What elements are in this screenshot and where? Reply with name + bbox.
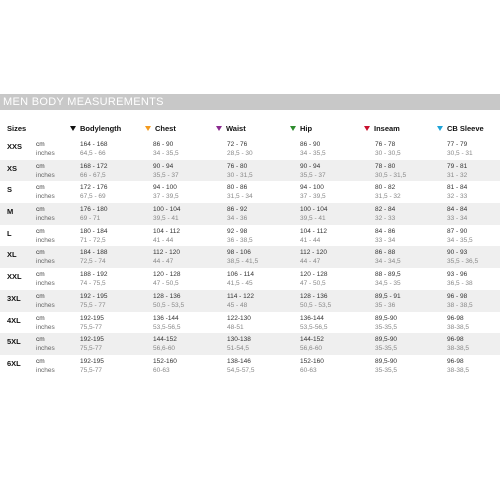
table-row xyxy=(0,333,500,355)
value-cm: 84 - 86 xyxy=(375,227,396,235)
value-cm: 76 - 80 xyxy=(227,162,248,170)
value-inches: 28,5 - 30 xyxy=(227,150,253,157)
value-inches: 45 - 48 xyxy=(227,301,248,309)
triangle-marker-icon xyxy=(290,126,296,131)
value-inches: 60-63 xyxy=(300,366,317,374)
value-inches: 36 - 38,5 xyxy=(227,236,253,244)
value-cm: 89,5-90 xyxy=(375,357,398,365)
value-cm: 93 - 96 xyxy=(447,271,468,279)
value-cm: 168 - 172 xyxy=(80,162,108,170)
value-inches: 34 - 36 xyxy=(227,215,248,223)
value-inches: 39,5 - 41 xyxy=(300,215,326,223)
value-cm: 172 - 176 xyxy=(80,184,108,192)
size-label: L xyxy=(7,228,12,238)
value-inches: 51-54,5 xyxy=(227,345,250,353)
value-inches: 34,5 - 35 xyxy=(375,280,401,288)
value-inches: 30 - 30,5 xyxy=(375,150,401,157)
value-inches: 71 - 72,5 xyxy=(80,236,106,244)
unit-inches-label: inches xyxy=(36,171,55,179)
value-cm: 86 - 90 xyxy=(153,141,174,148)
value-inches: 47 - 50,5 xyxy=(300,280,326,288)
triangle-marker-icon xyxy=(145,126,151,131)
value-cm: 82 - 84 xyxy=(375,206,396,214)
value-cm: 112 - 120 xyxy=(153,249,180,257)
value-cm: 120 - 128 xyxy=(153,271,181,279)
size-label: XL xyxy=(7,250,17,260)
value-inches: 66 - 67,5 xyxy=(80,171,106,179)
value-inches: 31 - 32 xyxy=(447,171,468,179)
value-inches: 53,5-56,5 xyxy=(300,323,328,331)
value-inches: 32 - 33 xyxy=(375,215,396,223)
value-inches: 35,5 - 37 xyxy=(153,171,179,179)
value-inches: 56,6-60 xyxy=(153,345,176,353)
unit-cm-label: cm xyxy=(36,141,45,148)
value-cm: 112 - 120 xyxy=(300,249,327,257)
value-cm: 94 - 100 xyxy=(153,184,177,192)
size-label: M xyxy=(7,207,14,217)
value-cm: 81 - 84 xyxy=(447,184,468,192)
value-cm: 76 - 78 xyxy=(375,141,396,148)
triangle-marker-icon xyxy=(364,126,370,131)
table-row xyxy=(0,181,500,203)
value-cm: 152-160 xyxy=(300,357,324,365)
value-inches: 56,6-60 xyxy=(300,345,323,353)
unit-cm-label: cm xyxy=(36,292,45,300)
value-cm: 89,5 - 91 xyxy=(375,292,401,300)
size-label: 6XL xyxy=(7,358,21,368)
header-sizes: Sizes xyxy=(7,124,27,133)
value-cm: 152-160 xyxy=(153,357,177,365)
value-cm: 100 - 104 xyxy=(153,206,181,214)
value-cm: 80 - 82 xyxy=(375,184,396,192)
table-row xyxy=(0,312,500,334)
value-inches: 37 - 39,5 xyxy=(300,193,326,201)
value-cm: 122-130 xyxy=(227,314,251,322)
value-inches: 54,5-57,5 xyxy=(227,366,255,374)
value-cm: 84 - 84 xyxy=(447,206,468,214)
value-cm: 96-98 xyxy=(447,336,464,344)
value-inches: 41 - 44 xyxy=(153,236,174,244)
value-inches: 35-35,5 xyxy=(375,366,398,374)
unit-cm-label: cm xyxy=(36,206,45,214)
value-inches: 34 - 35,5 xyxy=(447,236,473,244)
header-inseam: Inseam xyxy=(364,124,400,133)
value-cm: 176 - 180 xyxy=(80,206,108,214)
size-label: 5XL xyxy=(7,337,21,347)
value-inches: 30,5 - 31 xyxy=(447,150,473,157)
value-inches: 31,5 - 34 xyxy=(227,193,253,201)
value-cm: 136 -144 xyxy=(153,314,179,322)
value-cm: 89,5-90 xyxy=(375,314,398,322)
value-inches: 41 - 44 xyxy=(300,236,321,244)
value-inches: 50,5 - 53,5 xyxy=(153,301,185,309)
value-cm: 128 - 136 xyxy=(153,292,181,300)
unit-inches-label: inches xyxy=(36,236,55,244)
table-row xyxy=(0,225,500,247)
value-cm: 192-195 xyxy=(80,357,104,365)
value-inches: 75,5 - 77 xyxy=(80,301,106,309)
value-inches: 38 - 38,5 xyxy=(447,301,473,309)
value-cm: 86 - 92 xyxy=(227,206,248,214)
value-cm: 136-144 xyxy=(300,314,324,322)
unit-cm-label: cm xyxy=(36,162,45,170)
value-cm: 72 - 76 xyxy=(227,141,248,148)
value-inches: 34 - 35,5 xyxy=(300,150,326,157)
value-cm: 88 - 89,5 xyxy=(375,271,401,279)
value-cm: 87 - 90 xyxy=(447,227,468,235)
unit-cm-label: cm xyxy=(36,357,45,365)
value-cm: 90 - 94 xyxy=(153,162,174,170)
value-cm: 180 - 184 xyxy=(80,227,108,235)
value-inches: 35 - 36 xyxy=(375,301,396,309)
table-row xyxy=(0,268,500,290)
value-cm: 90 - 94 xyxy=(300,162,321,170)
header-row xyxy=(0,120,500,138)
value-cm: 120 - 128 xyxy=(300,271,328,279)
value-cm: 144-152 xyxy=(300,336,324,344)
value-cm: 106 - 114 xyxy=(227,271,254,279)
value-cm: 100 - 104 xyxy=(300,206,328,214)
value-cm: 98 - 106 xyxy=(227,249,251,257)
size-label: XXS xyxy=(7,142,23,151)
value-cm: 130-138 xyxy=(227,336,251,344)
unit-cm-label: cm xyxy=(36,271,45,279)
value-inches: 38-38,5 xyxy=(447,345,470,353)
value-cm: 192 - 195 xyxy=(80,292,108,300)
value-inches: 69 - 71 xyxy=(80,215,101,223)
header-hip: Hip xyxy=(290,124,312,133)
value-cm: 86 - 90 xyxy=(300,141,321,148)
value-inches: 34 - 35,5 xyxy=(153,150,179,157)
value-cm: 92 - 98 xyxy=(227,227,248,235)
value-inches: 33 - 34 xyxy=(375,236,396,244)
value-inches: 50,5 - 53,5 xyxy=(300,301,332,309)
value-inches: 41,5 - 45 xyxy=(227,280,253,288)
value-inches: 47 - 50,5 xyxy=(153,280,179,288)
table-row xyxy=(0,203,500,225)
table-row xyxy=(0,290,500,312)
value-cm: 89,5-90 xyxy=(375,336,398,344)
unit-inches-label: inches xyxy=(36,280,55,288)
unit-cm-label: cm xyxy=(36,184,45,192)
value-inches: 38-38,5 xyxy=(447,323,470,331)
header-chest: Chest xyxy=(145,124,176,133)
value-cm: 86 - 88 xyxy=(375,249,396,257)
value-inches: 48-51 xyxy=(227,323,244,331)
value-inches: 35-35,5 xyxy=(375,323,398,331)
value-cm: 104 - 112 xyxy=(300,227,327,235)
value-cm: 104 - 112 xyxy=(153,227,180,235)
size-label: 3XL xyxy=(7,293,21,303)
table-row xyxy=(0,160,500,182)
value-cm: 192-195 xyxy=(80,314,104,322)
value-inches: 39,5 - 41 xyxy=(153,215,179,223)
size-label: S xyxy=(7,185,13,195)
value-inches: 36,5 - 38 xyxy=(447,280,473,288)
value-inches: 35,5 - 37 xyxy=(300,171,326,179)
value-cm: 188 - 192 xyxy=(80,271,108,279)
header-cb-sleeve: CB Sleeve xyxy=(437,124,484,133)
value-inches: 75,5-77 xyxy=(80,345,103,353)
size-label: 4XL xyxy=(7,315,21,325)
value-inches: 32 - 33 xyxy=(447,193,468,201)
header-waist: Waist xyxy=(216,124,246,133)
value-inches: 34 - 34,5 xyxy=(375,258,401,266)
value-inches: 75,5-77 xyxy=(80,366,103,374)
table-row xyxy=(0,138,500,160)
value-inches: 37 - 39,5 xyxy=(153,193,179,201)
unit-cm-label: cm xyxy=(36,336,45,344)
value-cm: 114 - 122 xyxy=(227,292,254,300)
size-label: XS xyxy=(7,163,18,173)
value-cm: 96-98 xyxy=(447,314,464,322)
measurement-table xyxy=(0,138,500,377)
triangle-marker-icon xyxy=(216,126,222,131)
value-cm: 96-98 xyxy=(447,357,464,365)
triangle-marker-icon xyxy=(437,126,443,131)
value-inches: 44 - 47 xyxy=(153,258,174,266)
unit-inches-label: inches xyxy=(36,150,55,157)
value-inches: 60-63 xyxy=(153,366,170,374)
value-inches: 31,5 - 32 xyxy=(375,193,401,201)
value-cm: 90 - 93 xyxy=(447,249,468,257)
value-cm: 96 - 98 xyxy=(447,292,468,300)
value-cm: 94 - 100 xyxy=(300,184,324,192)
value-inches: 38,5 - 41,5 xyxy=(227,258,259,266)
value-cm: 144-152 xyxy=(153,336,177,344)
value-inches: 75,5-77 xyxy=(80,323,103,331)
table-row xyxy=(0,355,500,377)
unit-inches-label: inches xyxy=(36,323,55,331)
unit-inches-label: inches xyxy=(36,215,55,223)
unit-cm-label: cm xyxy=(36,314,45,322)
unit-inches-label: inches xyxy=(36,258,55,266)
value-inches: 33 - 34 xyxy=(447,215,468,223)
value-inches: 67,5 - 69 xyxy=(80,193,106,201)
value-inches: 72,5 - 74 xyxy=(80,258,106,266)
chart-title: MEN BODY MEASUREMENTS xyxy=(0,94,500,110)
value-cm: 138-146 xyxy=(227,357,251,365)
value-cm: 164 - 168 xyxy=(80,141,108,148)
value-inches: 53,5-56,5 xyxy=(153,323,181,331)
value-inches: 64,5 - 66 xyxy=(80,150,106,157)
unit-cm-label: cm xyxy=(36,227,45,235)
value-inches: 30 - 31,5 xyxy=(227,171,253,179)
size-label: XXL xyxy=(7,272,22,282)
table-row xyxy=(0,246,500,268)
value-inches: 38-38,5 xyxy=(447,366,470,374)
value-cm: 128 - 136 xyxy=(300,292,328,300)
unit-inches-label: inches xyxy=(36,366,55,374)
value-inches: 74 - 75,5 xyxy=(80,280,106,288)
unit-inches-label: inches xyxy=(36,345,55,353)
value-inches: 30,5 - 31,5 xyxy=(375,171,407,179)
value-cm: 192-195 xyxy=(80,336,104,344)
unit-cm-label: cm xyxy=(36,249,45,257)
header-bodylength: Bodylength xyxy=(70,124,121,133)
value-inches: 44 - 47 xyxy=(300,258,321,266)
value-cm: 79 - 81 xyxy=(447,162,468,170)
value-cm: 184 - 188 xyxy=(80,249,108,257)
triangle-marker-icon xyxy=(70,126,76,131)
unit-inches-label: inches xyxy=(36,193,55,201)
value-cm: 77 - 79 xyxy=(447,141,468,148)
value-cm: 78 - 80 xyxy=(375,162,396,170)
value-inches: 35,5 - 36,5 xyxy=(447,258,479,266)
value-inches: 35-35,5 xyxy=(375,345,398,353)
value-cm: 80 - 86 xyxy=(227,184,248,192)
unit-inches-label: inches xyxy=(36,301,55,309)
